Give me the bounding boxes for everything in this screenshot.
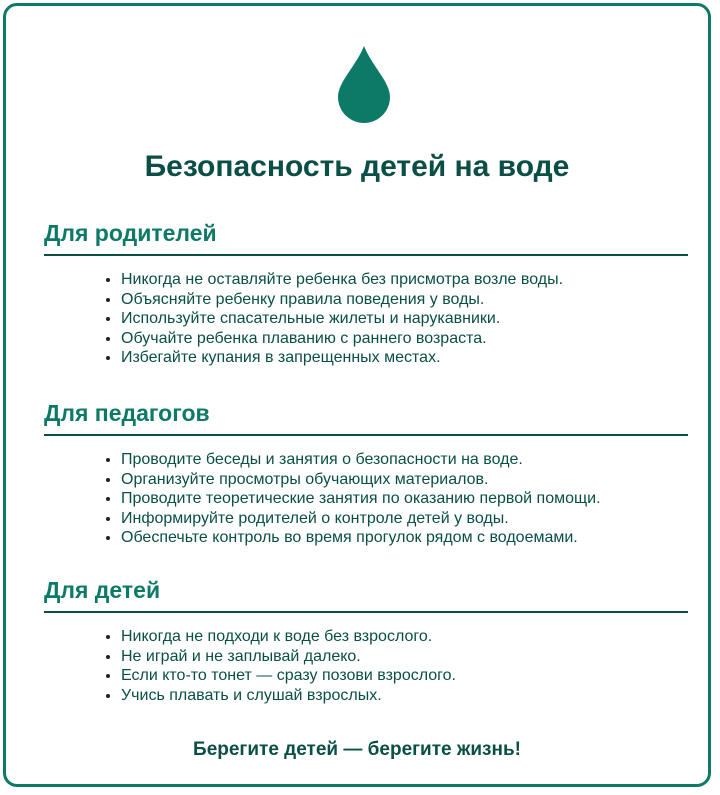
list-kids <box>44 627 688 705</box>
water-drop-icon <box>336 44 392 124</box>
list-item: • Обеспечьте контроль во время прогулок рядом с водоемами. <box>121 528 688 548</box>
list-item: • Используйте спасательные жилеты и нарукавники. <box>121 309 688 329</box>
list-item: • Организуйте просмотры обучающих материалов. <box>121 470 688 490</box>
section-heading-parents: Для родителей <box>44 218 688 256</box>
list-item: • Объясняйте ребенку правила поведения у воды. <box>121 290 688 310</box>
list-item: • Проводите теоретические занятия по оказанию первой помощи. <box>121 489 688 509</box>
section-heading-teachers: Для педагогов <box>44 398 688 436</box>
list-item: • Избегайте купания в запрещенных местах. <box>121 348 688 368</box>
list-item: • Никогда не подходи к воде без взрослого. <box>121 627 688 647</box>
list-parents <box>44 270 688 368</box>
footer-slogan: Берегите детей — берегите жизнь! <box>193 739 521 760</box>
section-heading-kids: Для детей <box>44 575 688 613</box>
list-item: • Никогда не оставляйте ребенка без присмотра возле воды. <box>121 270 688 290</box>
list-item: • Не играй и не заплывай далеко. <box>121 647 688 667</box>
list-item: • Обучайте ребенка плаванию с раннего возраста. <box>121 329 688 349</box>
list-item: • Проводите беседы и занятия о безопасности на воде. <box>121 450 688 470</box>
page-title: Безопасность детей на воде <box>144 150 570 183</box>
list-teachers <box>44 450 688 548</box>
list-item: • Учись плавать и слушай взрослых. <box>121 686 688 706</box>
section-parents <box>44 218 688 368</box>
list-item: • Если кто-то тонет — сразу позови взрослого. <box>121 666 688 686</box>
safety-card <box>3 3 711 787</box>
list-item: • Информируйте родителей о контроле детей у воды. <box>121 509 688 529</box>
section-teachers <box>44 398 688 548</box>
section-kids <box>44 575 688 705</box>
